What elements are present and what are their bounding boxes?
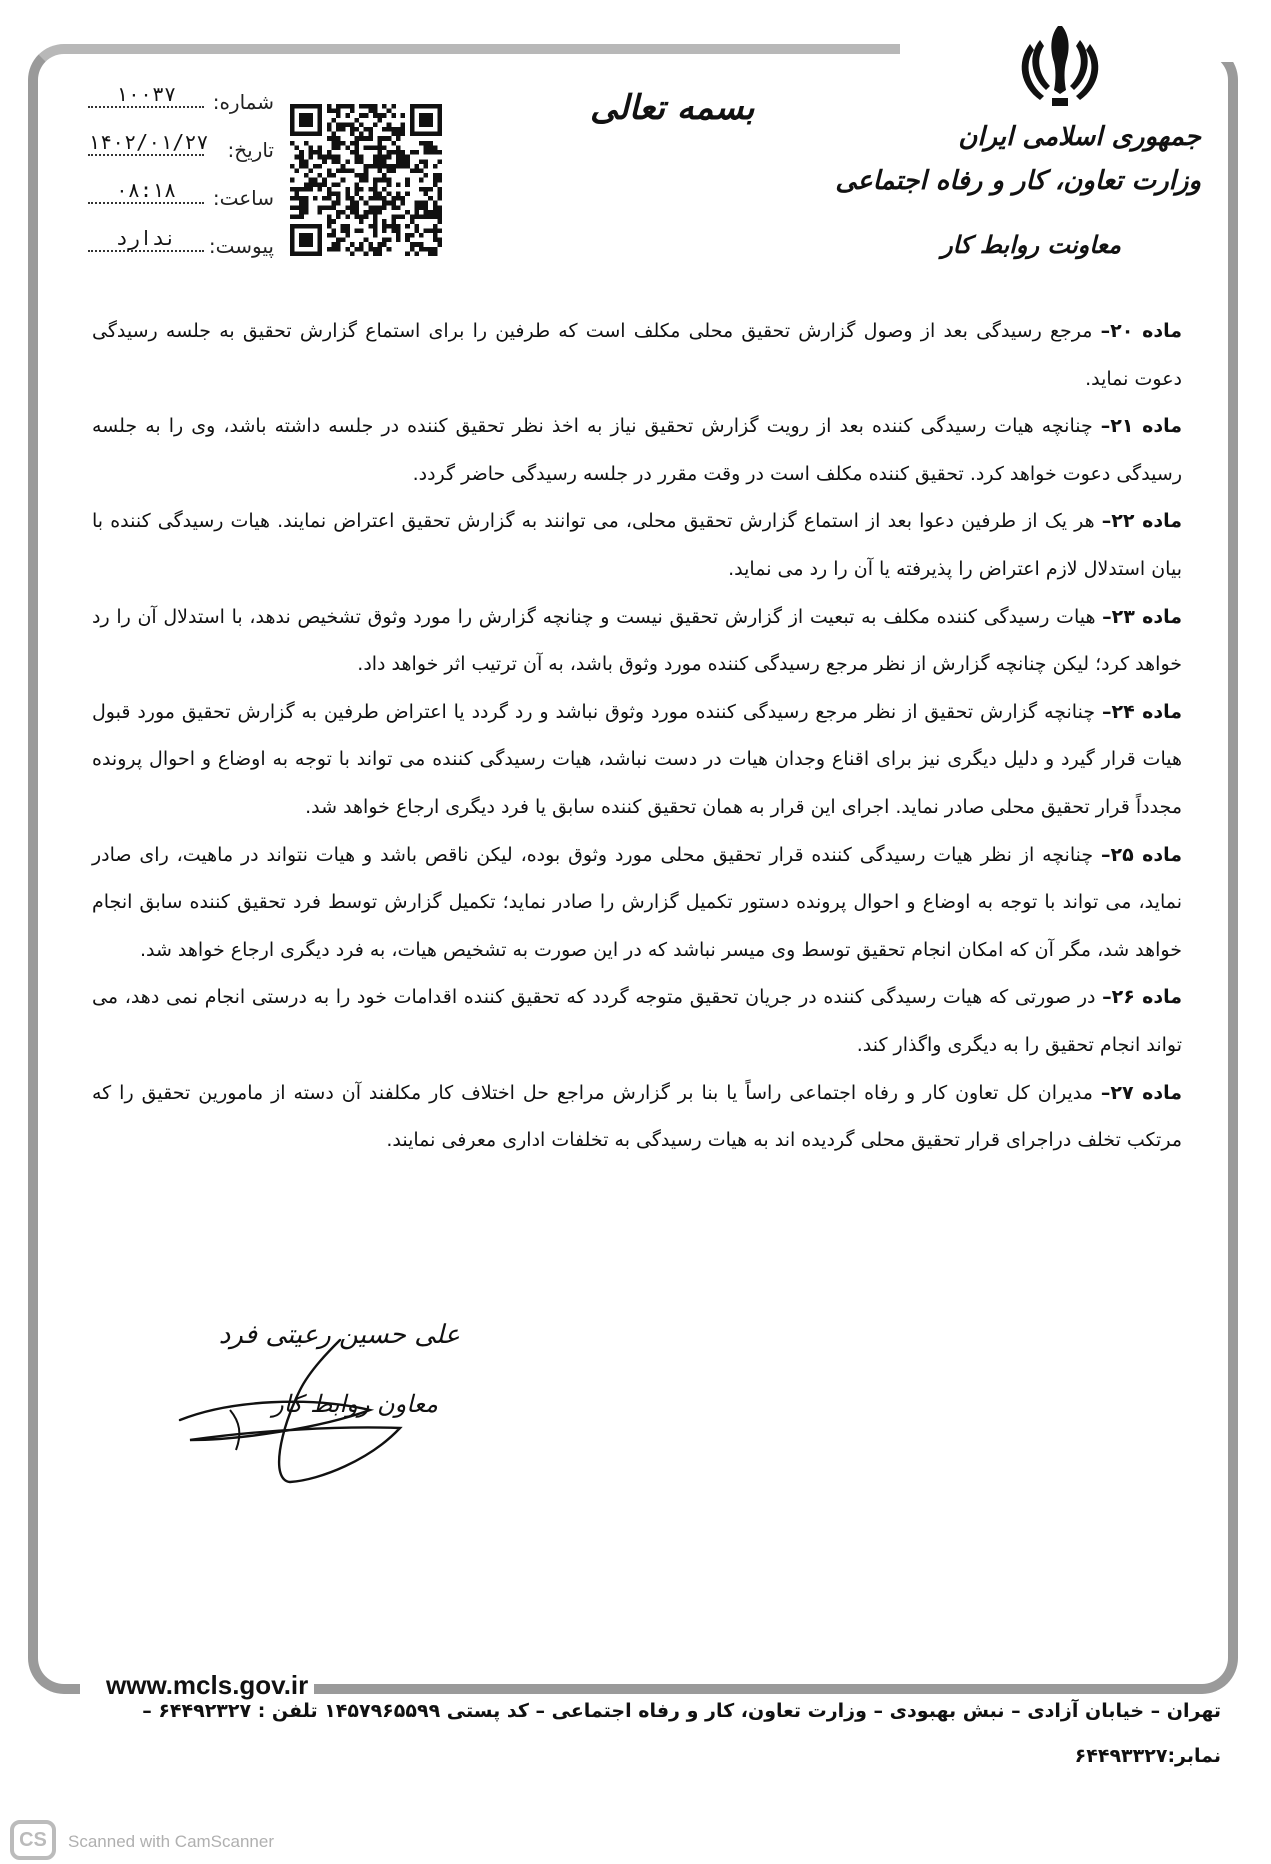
- time-label: ساعت:: [212, 186, 274, 210]
- article-paragraph: [92, 308, 1182, 403]
- website-link[interactable]: www.mcls.gov.ir: [100, 1670, 314, 1701]
- scanner-watermark: Scanned with CamScanner: [68, 1832, 275, 1851]
- article-label: ماده ۲۰–: [1100, 320, 1182, 342]
- time-value: ۰۸:۱۸: [88, 178, 204, 204]
- signatory-name: علی حسین رعیتی فرد: [218, 1320, 460, 1350]
- attachment-row: [84, 228, 274, 276]
- article-paragraph: [92, 594, 1182, 689]
- article-paragraph: [92, 689, 1182, 832]
- article-text: چنانچه هیات رسیدگی کننده بعد از رویت گزارش تحقیق نیاز به اخذ نظر تحقیق کننده در جلسه داشته باشد، وی را به جلسه رسیدگی دعوت خواهد کرد. تحقیق کننده مکلف است در وقت مقرر در جلسه رسیدگی حاضر گردد.: [92, 415, 1182, 485]
- number-row: [84, 84, 274, 132]
- number-label: شماره:: [212, 90, 274, 114]
- number-value: ۱۰۰۳۷: [88, 82, 204, 108]
- article-text: مدیران کل تعاون کار و رفاه اجتماعی راساً یا بنا بر گزارش مراجع حل اختلاف کار مکلفند آن دسته از مامورین تحقیق را که مرتکب تخلف دراجرای قرار تحقیق محلی گردیده اند به هیات رسیدگی به تخلفات اداری معرفی نمایند.: [92, 1081, 1182, 1152]
- letter-body: [92, 308, 1182, 1165]
- article-label: ماده ۲۵–: [1100, 843, 1182, 866]
- date-label: تاریخ:: [227, 138, 274, 162]
- article-paragraph: [92, 1070, 1182, 1165]
- article-label: ماده ۲۲–: [1101, 510, 1182, 533]
- article-paragraph: [92, 498, 1182, 593]
- article-text: در صورتی که هیات رسیدگی کننده در جریان تحقیق متوجه گردد که تحقیق کننده اقدامات خود را به درستی انجام نمی دهد، می تواند انجام تحقیق را به دیگری واگذار کند.: [92, 986, 1182, 1056]
- article-paragraph: [92, 974, 1182, 1069]
- article-label: ماده ۲۷–: [1100, 1081, 1182, 1104]
- date-value: ۱۴۰۲/۰۱/۲۷: [88, 130, 209, 154]
- letter-meta: [84, 84, 274, 276]
- footer-fax: نمابر:۶۴۴۹۳۳۲۷: [1074, 1745, 1221, 1767]
- iran-emblem-icon: [1010, 20, 1110, 110]
- signature-block: [170, 1310, 460, 1490]
- article-label: ماده ۲۴–: [1101, 700, 1182, 723]
- article-text: هر یک از طرفین دعوا بعد از استماع گزارش تحقیق محلی، می توانند به گزارش تحقیق اعتراض نمایند. هیات رسیدگی کننده با بیان استدلال لازم اعتراض را پذیرفته یا آن را رد می نماید.: [92, 510, 1182, 580]
- camscanner-logo-icon: CS: [10, 1820, 56, 1860]
- time-row: [84, 180, 274, 228]
- deputy-title: معاونت روابط کار: [941, 230, 1121, 259]
- article-text: هیات رسیدگی کننده مکلف به تبعیت از گزارش تحقیق نیست و چنانچه گزارش را مورد وثوق تشخیص ندهد، با استدلال آن را رد خواهد کرد؛ لیکن چنانچه گزارش از نظر مرجع رسیدگی کننده مورد وثوق باشد، به آن ترتیب اثر خواهد داد.: [92, 605, 1182, 676]
- qr-code: [290, 104, 442, 256]
- article-paragraph: [92, 403, 1182, 498]
- article-text: چنانچه گزارش تحقیق از نظر مرجع رسیدگی کننده مورد وثوق نباشد و رد گردد یا اعتراض طرفین به گزارش تحقیق مورد قبول هیات قرار گیرد و دلیل دیگری نیز برای اقناع وجدان هیات در دست نباشد، هیات رسیدگی کننده می تواند با توجه به اوضاع و احوال پرونده مجدداً قرار تحقیق محلی صادر نماید. اجرای این قرار به همان تحقیق کننده سابق یا فرد دیگری ارجاع خواهد شد.: [92, 700, 1182, 818]
- attachment-label: پیوست:: [208, 234, 274, 258]
- article-label: ماده ۲۶–: [1102, 986, 1182, 1009]
- article-label: ماده ۲۱–: [1100, 415, 1183, 438]
- date-row: [84, 132, 274, 180]
- republic-title: جمهوری اسلامی ایران: [958, 122, 1201, 152]
- ministry-title: وزارت تعاون، کار و رفاه اجتماعی: [835, 166, 1201, 196]
- bismillah-heading: بسمه تعالی: [590, 88, 755, 128]
- footer-address: تهران – خیابان آزادی – نبش بهبودی – وزارت تعاون، کار و رفاه اجتماعی – کد پستی ۱۴۵۷۹۶۵۵۹۹ تلفن : ۶۴۴۹۲۳۲۷ –: [142, 1700, 1221, 1722]
- attachment-value: ندارد: [88, 226, 204, 252]
- article-paragraph: [92, 832, 1182, 975]
- article-text: مرجع رسیدگی بعد از وصول گزارش تحقیق محلی مکلف است که طرفین را برای استماع گزارش تحقیق به جلسه رسیدگی دعوت نماید.: [92, 320, 1182, 390]
- signatory-title: معاون روابط کار: [272, 1390, 438, 1418]
- article-text: چنانچه از نظر هیات رسیدگی کننده قرار تحقیق محلی مورد وثوق بوده، لیکن ناقص باشد و هیات نتواند در ماهیت، رای صادر نماید، می تواند با توجه به اوضاع و احوال پرونده دستور تکمیل گزارش را صادر نماید؛ تکمیل گزارش توسط فرد تحقیق کننده سابق انجام خواهد شد، مگر آن که امکان انجام تحقیق توسط وی میسر نباشد که در این صورت به تشخیص هیات، به فرد دیگری ارجاع خواهد شد.: [92, 843, 1182, 961]
- article-label: ماده ۲۳–: [1102, 605, 1182, 628]
